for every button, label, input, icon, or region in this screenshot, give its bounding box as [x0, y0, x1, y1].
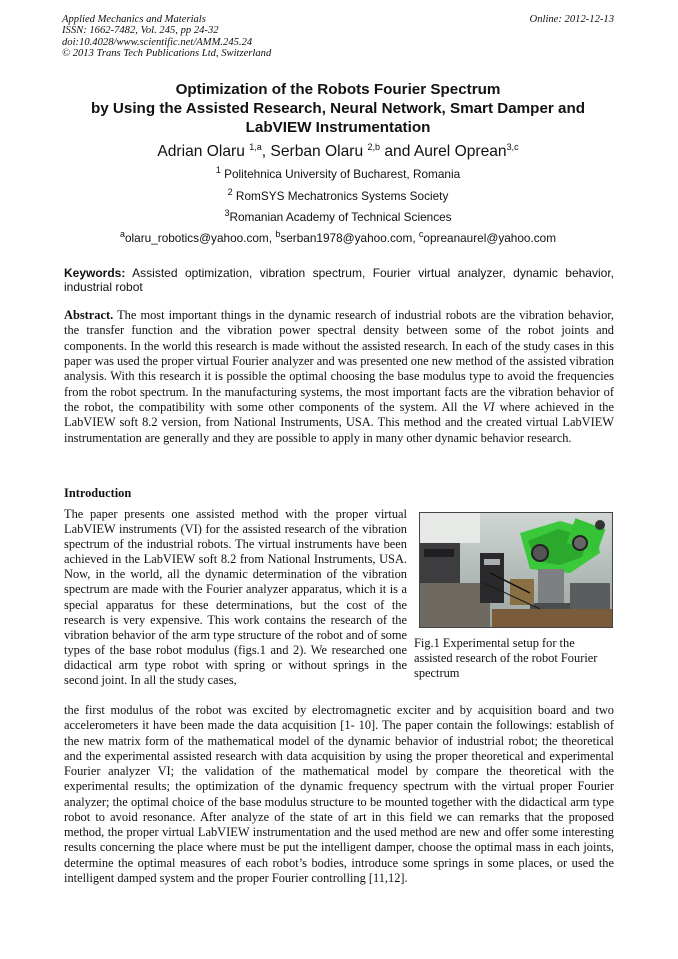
introduction-full-text: the first modulus of the robot was excited by electromagnetic exciter and by acquisition board and two accelerometers it have been made the data acquisition [1- 10]. The paper contain the followings: establish of the new matrix form of the mathematical model of the dynamic behavior of industrial robot; the theoretical and the experimental assisted research with data acquisition by using the proper theoretical and experimental Fourier analyzer VI; the validation of the mathematical model by compare the theoretical with the experimental results; the optimization of the dynamic frequency spectrum with the virtual proper Fourier analyzer; the optimal choice of the base modulus structure to be mounted together with the didactical arm type robot to avoid resonance. After analyze of the state of art in this field we can remarks that the proposed method, the proper virtual LabVIEW instrumentation and the used method are new and offer some interesting results concerning the place where must be put the intelligent damper, choose the optimal mass in each joints, determine the optimal measures of each robot’s bodies, introduce some springs in some places, or used the intelligent damped system and the proper Fourier controlling [11,12].: [64, 703, 614, 885]
author-1-sup: 1,a: [249, 141, 262, 152]
author-separator-2: and: [380, 143, 414, 160]
author-3-sup: 3,c: [506, 141, 519, 152]
affiliation-2: [62, 189, 614, 203]
email-2: serban1978@yahoo.com,: [280, 231, 419, 245]
affiliation-3: [62, 210, 614, 224]
affiliation-2-text: RomSYS Mechatronics Systems Society: [232, 189, 449, 203]
affiliation-1-sup: 1: [215, 165, 221, 176]
title-line-2: by Using the Assisted Research, Neural Network, Smart Damper and: [90, 100, 586, 117]
abstract-paragraph: [64, 308, 614, 446]
author-1: Adrian Olaru: [157, 143, 250, 160]
keywords-paragraph: [64, 266, 614, 295]
author-separator-1: ,: [261, 143, 271, 160]
copyright-line: © 2013 Trans Tech Publications Ltd, Switzerland: [62, 48, 272, 60]
email-1: olaru_robotics@yahoo.com,: [124, 231, 276, 245]
affiliation-3-text: Romanian Academy of Technical Sciences: [229, 210, 452, 224]
journal-name: Applied Mechanics and Materials: [62, 14, 206, 25]
online-date: Online: 2012-12-13: [529, 14, 614, 25]
author-2-sup: 2,b: [367, 141, 381, 152]
keywords-text: Assisted optimization, vibration spectrum, Fourier virtual analyzer, dynamic behavior, industrial robot: [64, 266, 614, 295]
abstract-label: Abstract.: [64, 308, 114, 322]
keywords-label: Keywords:: [64, 266, 126, 280]
issn-line: ISSN: 1662-7482, Vol. 245, pp 24-32: [62, 25, 219, 37]
introduction-heading: Introduction: [64, 486, 132, 500]
email-1-sup: a: [119, 229, 125, 240]
affiliation-2-sup: 2: [227, 187, 233, 198]
journal-header: [62, 14, 614, 60]
author-2: Serban Olaru: [270, 143, 368, 160]
email-3-sup: c: [418, 229, 424, 240]
title-line-1: Optimization of the Robots Fourier Spectrum: [175, 81, 501, 98]
email-2-sup: b: [275, 229, 281, 240]
paper-title: [62, 80, 614, 137]
title-line-3: LabVIEW Instrumentation: [245, 119, 431, 136]
affiliation-1-text: Politehnica University of Bucharest, Romania: [220, 167, 461, 181]
affiliation-3-sup: 3: [224, 208, 230, 219]
abstract-text-1: The most important things in the dynamic research of industrial robots are the vibration behavior, the transfer function and the vibration power spectral density between some of the robot joints and components. In the world this research is made without the assisted research. In each of the study cases in this paper was used the proper virtual Fourier analyzer and was presented one new method of the assisted vibration analysis. With this research it is possible the optimal choosing the base modulus type to avoid the frequencies from the robot spectrum. In the manufacturing systems, the most important facts are the vibration behavior of the robot, the compatibility with some other components of the system. All the: [64, 308, 614, 415]
abstract-vi: VI: [482, 400, 495, 415]
email-3: opreanaurel@yahoo.com: [423, 231, 557, 245]
introduction-column-text: The paper presents one assisted method with the proper virtual LabVIEW instruments (VI) for the assisted research of the vibration spectrum of the industrial robots. The virtual instruments have been achieved in the LabVIEW soft 8.2 from National Instruments, USA. Now, in the world, all the dynamic determination of the vibration spectrum are made with the Fourier analyzer apparatus, which it is a special apparatus for these determinations, but the cost of the research is very expensive. This work contains the research of the vibration behavior of the arm type structure of the robot and of some types of the base robot modulus (figs.1 and 2). We researched one didactical arm type robot with spring or without springs in the second joint. In all the study cases,: [64, 507, 407, 688]
author-list: [62, 142, 614, 162]
author-3: Aurel Oprean: [413, 143, 507, 160]
affiliation-1: [62, 167, 614, 181]
figure-1-photo: [419, 512, 613, 628]
abstract-text-2: where achieved in the LabVIEW soft 8.2 version, from National Instruments, USA. This method and the created virtual LabVIEW instrumentation are generally and they are possible to apply in many other dynamic behavior research.: [64, 400, 615, 445]
figure-1-caption: Fig.1 Experimental setup for the assisted research of the robot Fourier spectrum: [414, 636, 598, 681]
experimental-setup-image: [420, 513, 612, 627]
doi-line: doi:10.4028/www.scientific.net/AMM.245.24: [62, 36, 253, 48]
author-emails: [62, 231, 614, 245]
